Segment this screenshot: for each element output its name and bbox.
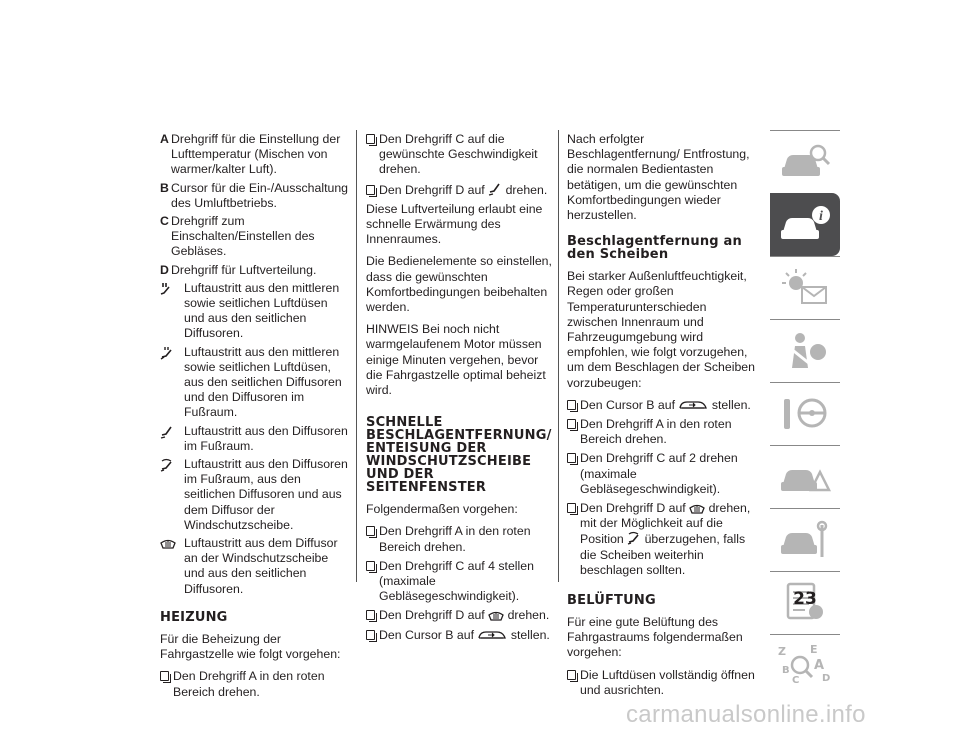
legend-text: Drehgriff für die Einstellung der Lufttemperatur (Mischen von warmer/kalter Luft). bbox=[171, 132, 341, 177]
symbol-item-windscreen bbox=[160, 536, 350, 597]
checkbox-bullet-icon bbox=[366, 610, 375, 620]
car-maintenance-icon bbox=[778, 517, 832, 563]
defog-step-3: Den Drehgriff C auf 2 drehen (maximale Gebläsegeschwindigkeit). bbox=[567, 451, 757, 497]
defog-step-1: Den Cursor B auf stellen. bbox=[567, 398, 757, 413]
warning-lights-message-icon bbox=[778, 265, 832, 311]
legend-item-a bbox=[160, 132, 350, 178]
air-feet-icon bbox=[488, 182, 502, 196]
air-feet-icon bbox=[160, 425, 174, 439]
symbol-text: Luftaustritt aus den Diffusoren im Fußraum. bbox=[184, 423, 348, 453]
legend-text: Drehgriff zum Einschalten/Einstellen des Gebläses. bbox=[171, 214, 315, 259]
legend-letter: A bbox=[160, 132, 169, 146]
windscreen-defrost-icon bbox=[689, 502, 705, 514]
symbol-item-face-feet bbox=[160, 345, 350, 421]
tab-warning-lights[interactable] bbox=[770, 256, 840, 319]
legend-item-c bbox=[160, 214, 350, 260]
paragraph: Die Bedienelemente so einstellen, dass die gewünschten Komfortbedingungen beibehalten werden. bbox=[366, 254, 552, 315]
heading-quick-defrost: SCHNELLE BESCHLAGENTFERNUNG/ ENTEISUNG DER WINDSCHUTZSCHEIBE UND DER SEITENFENSTER bbox=[366, 415, 552, 496]
steering-wheel-key-icon bbox=[778, 391, 832, 437]
checkbox-bullet-icon bbox=[567, 503, 576, 513]
watermark[interactable]: carmanualsonline.info bbox=[626, 701, 866, 728]
svg-text:Z: Z bbox=[778, 645, 786, 658]
tab-safety[interactable] bbox=[770, 319, 840, 382]
heading-heizung: HEIZUNG bbox=[160, 609, 228, 625]
paragraph: Bei starker Außenluftfeuchtigkeit, Regen oder großen Temperaturunterschieden zwischen Innenraum und Fahrzeugumgebung wird empfohlen, wie folgt vorzugehen, um dem Beschlagen der Scheiben vorzubeugen: bbox=[567, 269, 755, 390]
checkbox-bullet-icon bbox=[567, 400, 576, 410]
paragraph: Nach erfolgter Beschlagentfernung/ Entfrostung, die normalen Bedientasten betätigen, um die gewünschten Komfortbedingungen wieder herzustellen. bbox=[567, 132, 750, 223]
symbol-text: Luftaustritt aus dem Diffusor an der Windschutzscheibe und aus den seitlichen Diffusoren. bbox=[184, 536, 338, 596]
legend-text: Drehgriff für Luftverteilung. bbox=[171, 262, 317, 277]
column-3 bbox=[567, 132, 757, 702]
svg-text:B: B bbox=[782, 665, 790, 676]
paragraph: Diese Luftverteilung erlaubt eine schnelle Erwärmung des Innenraumes. bbox=[366, 201, 543, 247]
column-2 bbox=[366, 132, 556, 647]
tab-knowing-car[interactable] bbox=[770, 130, 840, 193]
checkbox-bullet-icon bbox=[366, 526, 375, 536]
defrost-step-4: Den Cursor B auf stellen. bbox=[366, 628, 556, 643]
car-emergency-icon bbox=[778, 454, 832, 500]
legend-letter: B bbox=[160, 180, 169, 195]
air-feet-windscreen-icon bbox=[627, 531, 641, 545]
defrost-step-2: Den Drehgriff C auf 4 stellen (maximale Gebläsegeschwindigkeit). bbox=[366, 559, 556, 605]
vent-step-1: Die Luftdüsen vollständig öffnen und ausrichten. bbox=[567, 668, 757, 698]
checkbox-bullet-icon bbox=[366, 630, 375, 640]
checkbox-bullet-icon bbox=[366, 134, 375, 144]
page-number: 23 bbox=[793, 589, 817, 609]
air-face-icon bbox=[160, 282, 172, 296]
legend-item-b bbox=[160, 181, 350, 211]
alphabetical-index-icon bbox=[778, 643, 832, 689]
svg-text:C: C bbox=[792, 675, 800, 686]
note-paragraph: HINWEIS Bei noch nicht warmgelaufenem Motor müssen einige Minuten vergehen, bevor die Fahrgastzelle optimal beheizt wird. bbox=[366, 322, 546, 398]
step-distribution: Den Drehgriff D auf drehen. bbox=[366, 182, 556, 198]
heizung-step-1: Den Drehgriff A in den roten Bereich drehen. bbox=[160, 669, 350, 699]
column-1 bbox=[160, 132, 350, 704]
checkbox-bullet-icon bbox=[567, 453, 576, 463]
tab-maintenance[interactable] bbox=[770, 508, 840, 571]
heading-ventilation: BELÜFTUNG bbox=[567, 593, 656, 609]
defog-step-2: Den Drehgriff A in den roten Bereich drehen. bbox=[567, 417, 757, 447]
svg-text:D: D bbox=[822, 673, 831, 684]
symbol-text: Luftaustritt aus den mittleren sowie seitlichen Luftdüsen, aus den seitlichen Diffusoren und den Diffusoren im Fußraum. bbox=[184, 344, 342, 420]
symbol-text: Luftaustritt aus den mittleren sowie seitlichen Luftdüsen und aus den seitlichen Diffusoren. bbox=[184, 280, 340, 341]
svg-text:E: E bbox=[810, 643, 818, 656]
tab-index[interactable] bbox=[770, 634, 840, 697]
checkbox-bullet-icon bbox=[366, 185, 375, 195]
defrost-step-3: Den Drehgriff D auf drehen. bbox=[366, 608, 556, 623]
symbol-text: Luftaustritt aus den Diffusoren im Fußraum, aus den seitlichen Diffusoren und aus dem Diffusor der Windschutzscheibe. bbox=[184, 457, 348, 532]
chapter-tabs bbox=[770, 130, 840, 697]
checkbox-bullet-icon bbox=[567, 670, 576, 680]
symbol-item-feet bbox=[160, 424, 350, 454]
car-info-icon bbox=[778, 202, 832, 248]
tab-emergency[interactable] bbox=[770, 445, 840, 508]
air-feet-windscreen-icon bbox=[160, 458, 174, 472]
step-blower-speed: Den Drehgriff C auf die gewünschte Geschwindigkeit drehen. bbox=[366, 132, 556, 178]
legend-item-d bbox=[160, 263, 350, 278]
checkbox-bullet-icon bbox=[160, 671, 169, 681]
paragraph: Für eine gute Belüftung des Fahrgastraums folgendermaßen vorgehen: bbox=[567, 615, 743, 660]
safety-airbag-icon bbox=[778, 328, 832, 374]
car-search-icon bbox=[778, 139, 832, 185]
legend-letter: C bbox=[160, 214, 169, 229]
symbol-item-feet-windscreen bbox=[160, 457, 350, 533]
defrost-step-1: Den Drehgriff A in den roten Bereich drehen. bbox=[366, 524, 556, 554]
heading-defogging: Beschlagentfernung an den Scheiben bbox=[567, 234, 742, 263]
windscreen-defrost-icon bbox=[488, 609, 504, 621]
windscreen-defrost-icon bbox=[160, 537, 176, 549]
column-divider bbox=[558, 130, 559, 582]
defog-step-4: Den Drehgriff D auf drehen, mit der Möglichkeit auf die Position überzugehen, falls die Scheiben weiterhin beschlagen sollten. bbox=[567, 501, 757, 578]
checkbox-bullet-icon bbox=[567, 419, 576, 429]
heizung-intro: Für die Beheizung der Fahrgastzelle wie folgt vorgehen: bbox=[160, 631, 341, 662]
outside-air-icon bbox=[477, 629, 507, 641]
checkbox-bullet-icon bbox=[366, 561, 375, 571]
outside-air-icon bbox=[678, 399, 708, 411]
tab-starting-driving[interactable] bbox=[770, 382, 840, 445]
svg-text:A: A bbox=[814, 658, 825, 673]
symbol-item-face bbox=[160, 281, 350, 342]
defrost-intro: Folgendermaßen vorgehen: bbox=[366, 502, 518, 517]
legend-text: Cursor für die Ein-/Ausschaltung des Umluftbetriebs. bbox=[171, 180, 349, 210]
legend-letter: D bbox=[160, 262, 169, 277]
svg-text:i: i bbox=[819, 209, 823, 224]
tab-car-info-active[interactable] bbox=[770, 193, 840, 256]
air-face-feet-icon bbox=[160, 346, 174, 360]
column-divider bbox=[356, 130, 357, 582]
